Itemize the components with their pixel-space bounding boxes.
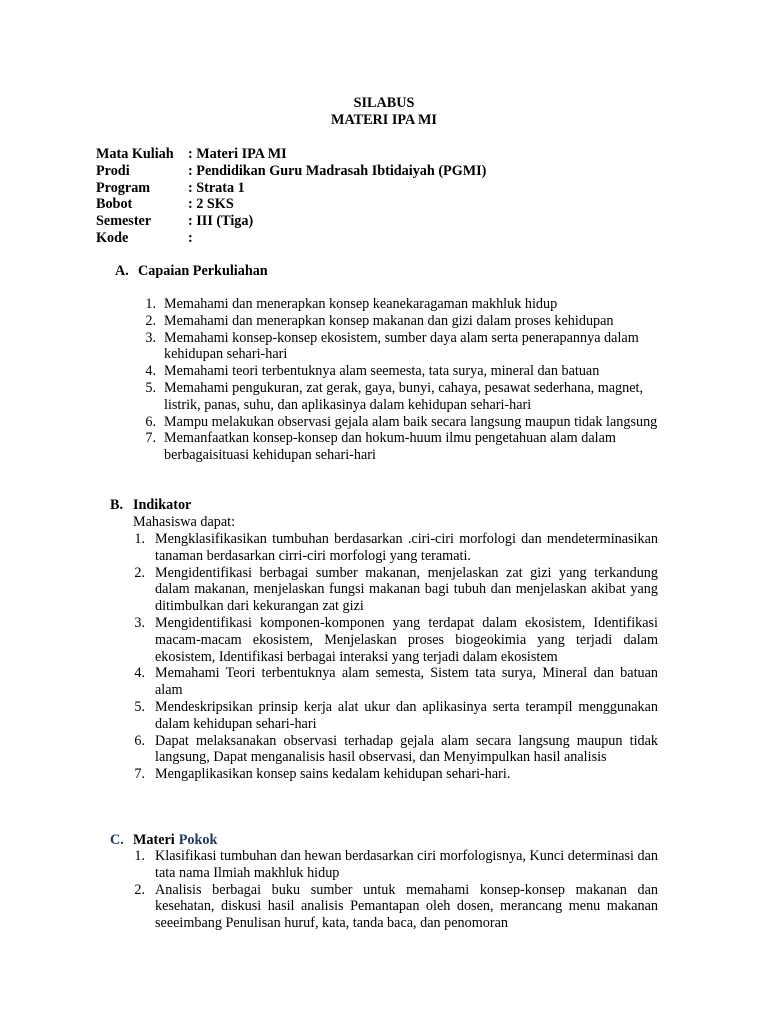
meta-value: : Pendidikan Guru Madrasah Ibtidaiyah (PGMI) [188, 162, 487, 179]
item-number: 6. [134, 732, 145, 749]
item-number: 1. [134, 848, 145, 864]
item-text: Mengaplikasikan konsep sains kedalam kehidupan sehari-hari. [155, 766, 511, 783]
list-item [134, 732, 658, 767]
list-item [134, 766, 658, 783]
item-text: Dapat melaksanakan observasi terhadap gejala alam secara langsung maupun tidak langsung, Dapat menganalisis hasil observasi, dan Menyimpulkan hasil analisis [155, 732, 658, 766]
list-item [134, 698, 658, 733]
item-number: 3. [145, 329, 156, 346]
item-text: Memanfaatkan konsep-konsep dan hokum-huum ilmu pengetahuan alam dalam berbagaisituasi kehidupan sehari-hari [164, 430, 616, 464]
meta-value: : III (Tiga) [188, 213, 254, 230]
meta-key: Bobot [96, 196, 133, 213]
item-number: 7. [145, 430, 156, 447]
item-number: 2. [134, 564, 145, 581]
document-title: SILABUS [353, 95, 415, 111]
item-text: Mendeskripsikan prinsip kerja alat ukur dan aplikasinya serta terampil menggunakan dalam kehidupan sehari-hari [155, 698, 658, 732]
item-number: 6. [145, 413, 156, 430]
item-text: Memahami dan menerapkan konsep keanekaragaman makhluk hidup [164, 296, 558, 312]
meta-value: : Materi IPA MI [188, 146, 287, 162]
list-item [134, 848, 658, 882]
core-material-list [134, 848, 658, 932]
list-item [134, 564, 658, 615]
list-item [145, 363, 664, 380]
item-number: 4. [134, 665, 145, 682]
section-title-highlight: Pokok [178, 832, 218, 848]
item-text: Memahami dan menerapkan konsep makanan dan gizi dalam proses kehidupan [164, 312, 614, 329]
learning-outcomes-list [145, 296, 664, 464]
item-text: Memahami Teori terbentuknya alam semesta, Sistem tata surya, Mineral dan batuan alam [155, 665, 658, 699]
meta-value: : [188, 229, 193, 246]
list-item [145, 296, 664, 313]
item-number: 4. [145, 363, 156, 380]
section-c-heading [110, 832, 217, 849]
section-title: Indikator [133, 497, 192, 513]
list-item [145, 379, 664, 414]
list-item [134, 665, 658, 699]
meta-row-prodi [96, 163, 486, 180]
meta-row-course [96, 146, 486, 163]
document-subtitle: MATERI IPA MI [331, 112, 437, 128]
item-number: 2. [134, 881, 145, 898]
item-text: Mengidentifikasi berbagai sumber makanan, menjelaskan zat gizi yang terkandung dalam makanan, menjelaskan fungsi makanan bagi tubuh dan menjelaskan akibat yang ditimbulkan dari kekurangan zat gizi [155, 564, 658, 615]
section-title: Capaian Perkuliahan [138, 263, 268, 279]
meta-row-kode [96, 230, 486, 247]
item-number: 7. [134, 766, 145, 783]
list-item [134, 531, 658, 565]
list-item [145, 413, 664, 431]
item-number: 1. [145, 296, 156, 312]
indicator-list [134, 531, 658, 783]
item-text: Mengklasifikasikan tumbuhan berdasarkan .ciri-ciri morfologi dan mendeterminasikan tanaman berdasarkan cirri-ciri morfologi yang teramati. [155, 531, 658, 564]
item-number: 2. [145, 312, 156, 329]
list-item [145, 329, 664, 364]
item-text: Klasifikasi tumbuhan dan hewan berdasarkan ciri morfologisnya, Kunci determinasi dan tata nama Ilmiah makhluk hidup [155, 848, 658, 881]
section-letter: A. [115, 263, 129, 279]
meta-key: Mata Kuliah [96, 146, 174, 162]
section-intro: Mahasiswa dapat: [133, 514, 236, 530]
section-title-main: Materi [133, 832, 175, 848]
section-letter: B. [110, 497, 124, 513]
meta-key: Prodi [96, 162, 130, 179]
item-number: 5. [145, 379, 156, 396]
meta-key: Program [96, 179, 151, 196]
meta-row-bobot [96, 196, 486, 213]
list-item [134, 881, 658, 932]
item-text: Analisis berbagai buku sumber untuk memahami konsep-konsep makanan dan kesehatan, diskusi hasil analisis Pemantapan oleh dosen, merancang menu makanan seeeimbang Penulisan huruf, kata, tanda baca, dan penomoran [155, 881, 658, 932]
meta-key: Kode [96, 229, 129, 246]
item-text: Memahami pengukuran, zat gerak, gaya, bunyi, cahaya, pesawat sederhana, magnet, listrik, panas, suhu, dan aplikasinya dalam kehidupan sehari-hari [164, 379, 644, 413]
meta-key: Semester [96, 213, 152, 230]
meta-row-program [96, 180, 486, 197]
item-number: 1. [134, 531, 145, 547]
course-info-table [96, 146, 486, 247]
item-text: Memahami teori terbentuknya alam seemesta, tata surya, mineral dan batuan [164, 363, 600, 380]
list-item [145, 430, 664, 464]
meta-value: : 2 SKS [188, 196, 234, 213]
item-number: 5. [134, 698, 145, 715]
list-item [134, 614, 658, 665]
item-number: 3. [134, 614, 145, 631]
item-text: Mampu melakukan observasi gejala alam baik secara langsung maupun tidak langsung [164, 413, 658, 430]
list-item [145, 312, 664, 330]
meta-value: : Strata 1 [188, 179, 245, 196]
meta-row-semester [96, 213, 486, 230]
section-b-heading [110, 497, 191, 514]
item-text: Memahami konsep-konsep ekosistem, sumber daya alam serta penerapannya dalam kehidupan sehari-hari [164, 329, 639, 363]
section-a-heading [115, 263, 268, 280]
section-letter: C. [110, 832, 124, 848]
item-text: Mengidentifikasi komponen-komponen yang terdapat dalam ekosistem, Identifikasi macam-macam ekosistem, Menjelaskan proses biogeokimia yang terjadi dalam ekosistem, Identifikasi berbagai interaksi yang terjadi dalam ekosistem [155, 614, 658, 665]
